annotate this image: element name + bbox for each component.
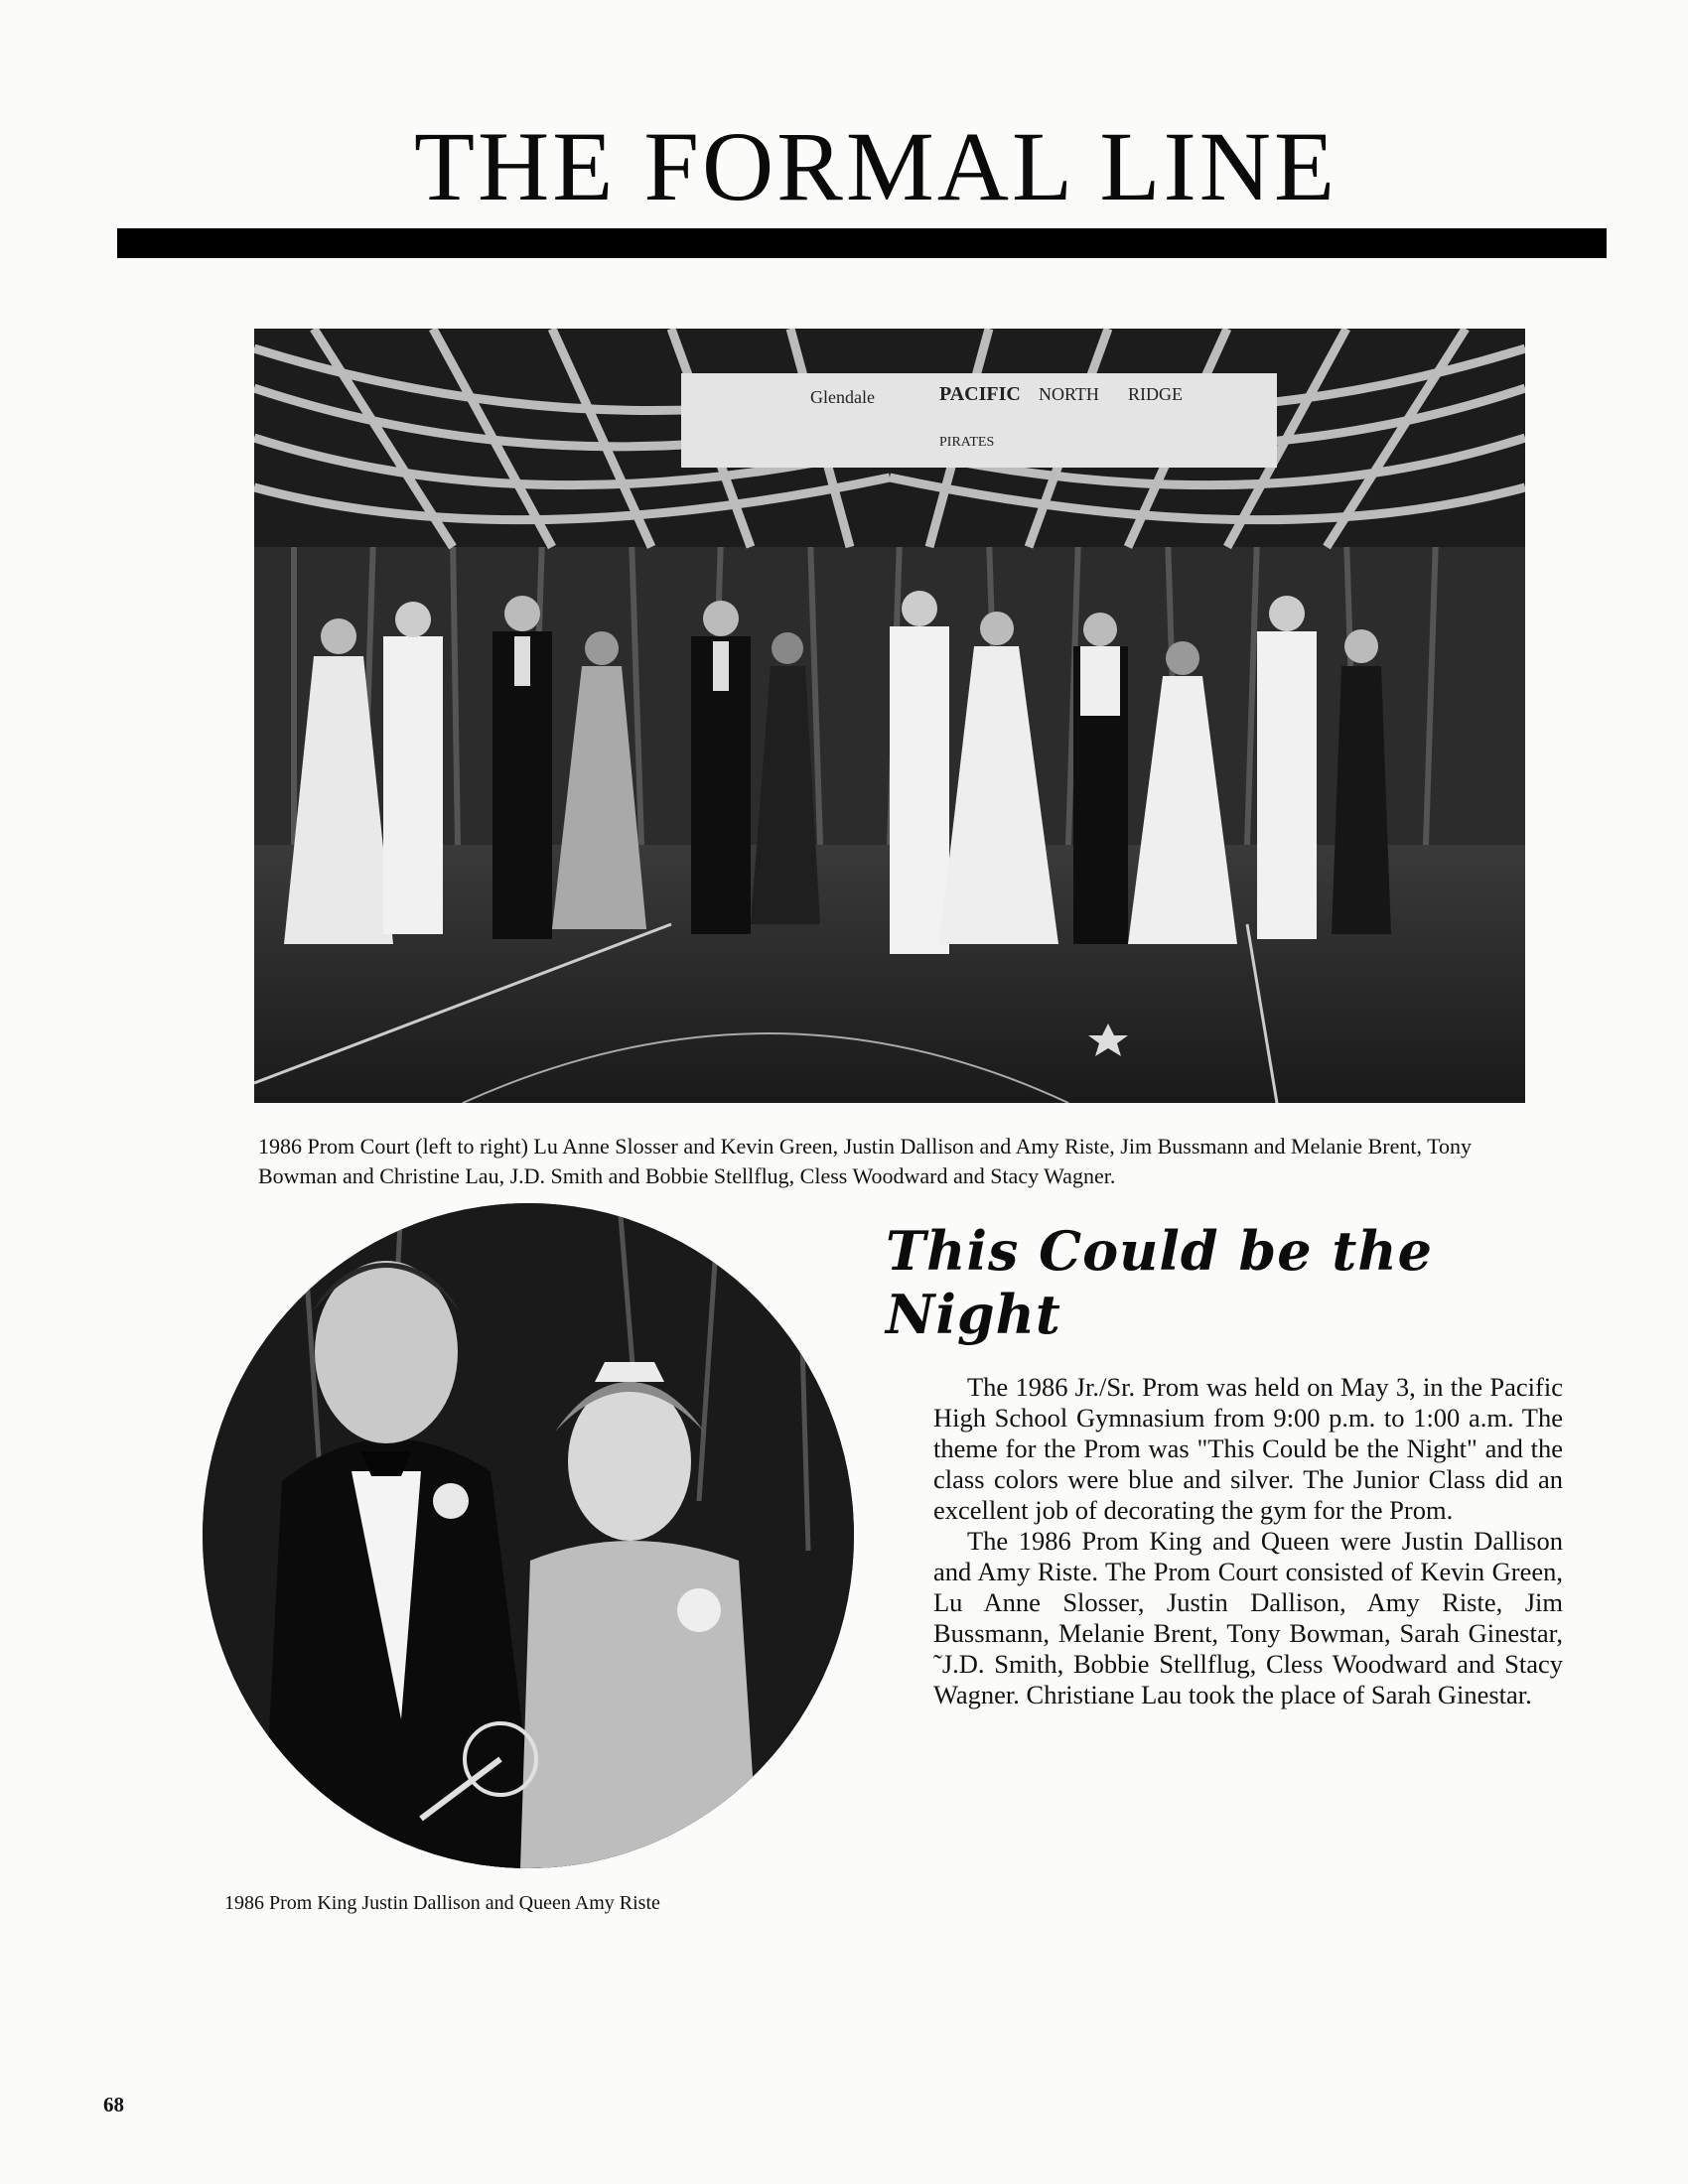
banner-text-glendale: Glendale — [810, 387, 875, 407]
banner-text-north: NORTH — [1039, 384, 1099, 404]
banner-text-ridge: RIDGE — [1128, 384, 1183, 404]
page-number: 68 — [103, 2093, 124, 2116]
article-heading: This Could be the Night — [886, 1219, 1433, 1346]
banner-text-pacific: PACIFIC — [939, 383, 1021, 405]
king-queen-caption: 1986 Prom King Justin Dallison and Queen Amy Riste — [224, 1892, 660, 1914]
article-paragraph: The 1986 Prom King and Queen were Justin Dallison and Amy Riste. The Prom Court consisted of Kevin Green, Lu Anne Slosser, Justin Dallison, Amy Riste, Jim Bussmann, Melanie Brent, Tony Bowman, Sarah Ginestar, ˜J.D. Smith, Bobbie Stellflug, Cless Woodward and Stacy Wagner. Christiane Lau took the place of Sarah Ginestar. — [933, 1526, 1563, 1709]
prom-court-caption: 1986 Prom Court (left to right) Lu Anne Slosser and Kevin Green, Justin Dallison and Amy Riste, Jim Bussmann and Melanie Brent, Tony Bowman and Christine Lau, J.D. Smith and Bobbie Stellflug, Cless Woodward and Stacy Wagner. — [258, 1134, 1472, 1188]
king-queen-photo — [203, 1203, 854, 1868]
article-body — [933, 1372, 1563, 1710]
article-paragraph: The 1986 Jr./Sr. Prom was held on May 3, in the Pacific High School Gymnasium from 9:00 p.m. to 1:00 a.m. The theme for the Prom was "This Could be the Night" and the class colors were blue and silver. The Junior Class did an excellent job of decorating the gym for the Prom. — [933, 1372, 1563, 1525]
title-rule — [117, 228, 1607, 258]
page-title: THE FORMAL LINE — [413, 111, 1338, 221]
banner-text-pirates: PIRATES — [939, 435, 995, 450]
prom-court-photo — [254, 329, 1525, 1103]
